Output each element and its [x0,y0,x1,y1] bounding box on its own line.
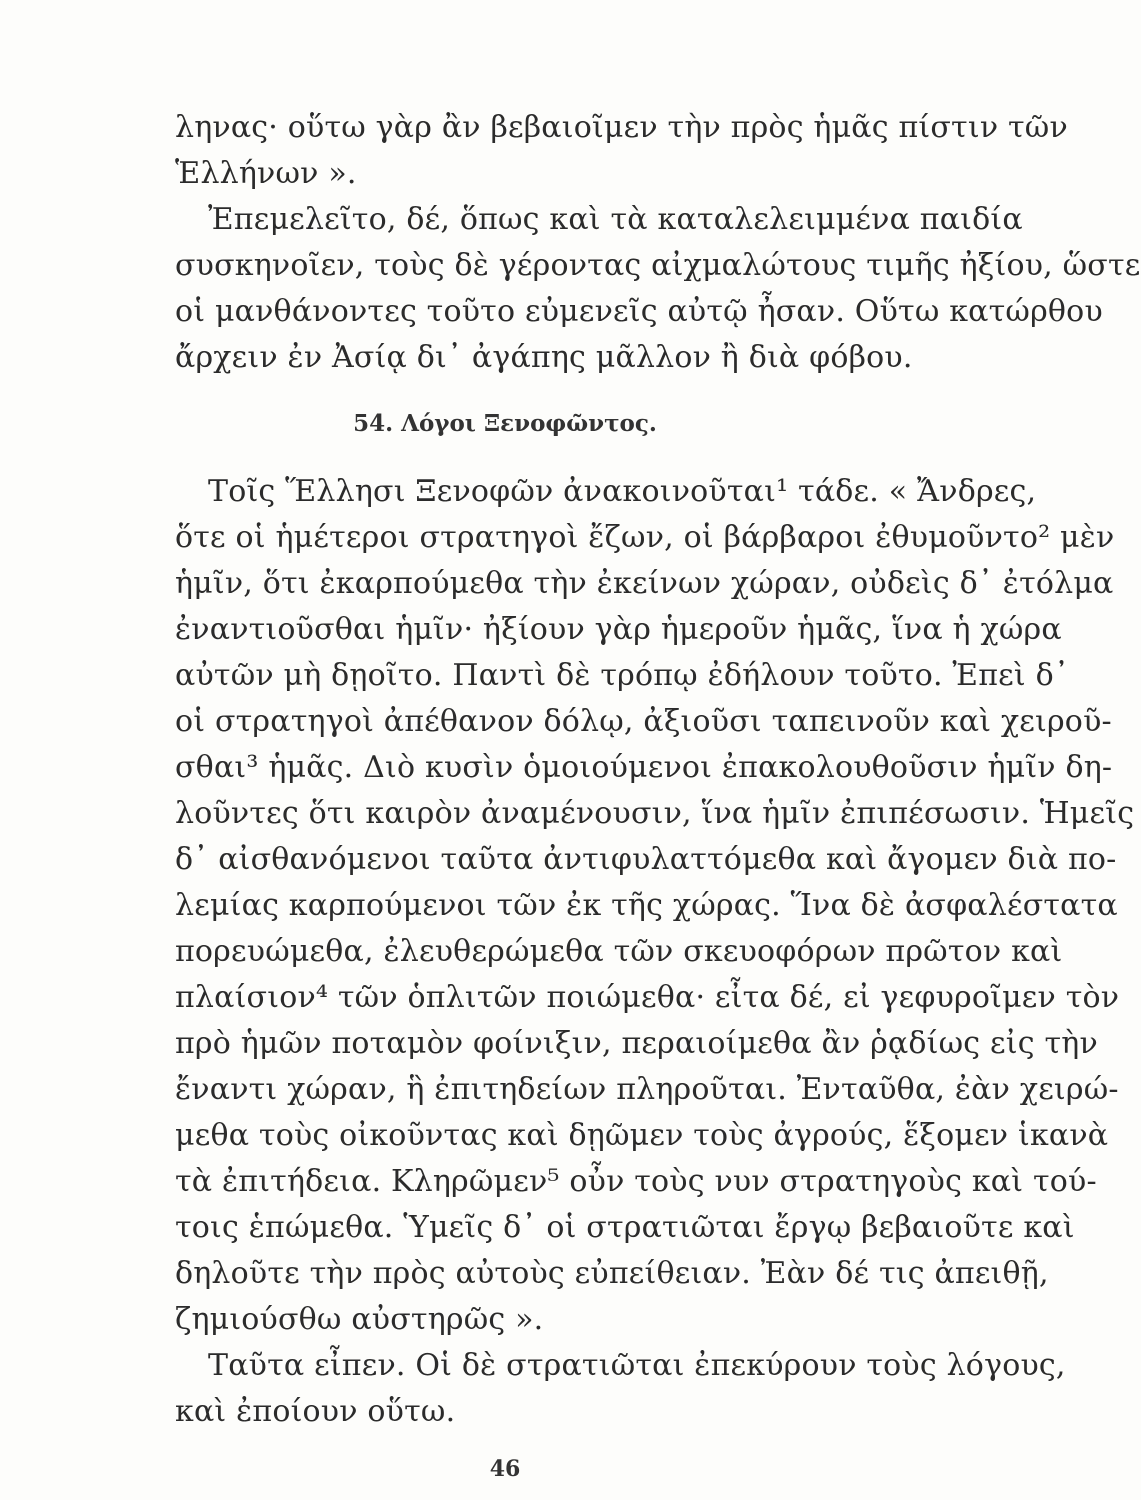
text-line: Ἑλλήνων ». [175,156,357,191]
text-line: ἔναντι χώραν, ἣ ἐπιτηδείων πληροῦται. Ἐνταῦθα, ἐὰν χειρώ- [175,1072,1119,1107]
text-line: πρὸ ἡμῶν ποταμὸν φοίνιξιν, περαιοίμεθα ἂν ῥᾳδίως εἰς τὴν [175,1026,1098,1061]
text-line: τὰ ἐπιτήδεια. Κληρῶμεν⁵ οὖν τοὺς νυν στρατηγοὺς καὶ τού- [175,1164,1097,1199]
text-line: Τοῖς Ἕλλησι Ξενοφῶν ἀνακοινοῦται¹ τάδε. « Ἄνδρες, [208,474,1037,509]
text-line: πορευώμεθα, ἐλευθερώμεθα τῶν σκευοφόρων πρῶτον καὶ [175,934,1063,969]
text-line: Ἐπεμελεῖτο, δέ, ὅπως καὶ τὰ καταλελειμμένα παιδία [208,202,1023,237]
section-heading: 54. Λόγοι Ξενοφῶντος. [353,410,657,437]
text-line: δ᾽ αἰσθανόμενοι ταῦτα ἀντιφυλαττόμεθα καὶ ἄγομεν διὰ πο- [175,842,1117,877]
text-line: σθαι³ ἡμᾶς. Διὸ κυσὶν ὁμοιούμενοι ἐπακολουθοῦσιν ἡμῖν δη- [175,750,1113,785]
text-line: οἱ μανθάνοντες τοῦτο εὐμενεῖς αὐτῷ ἦσαν. Οὕτω κατώρθου [175,294,1103,329]
text-line: τοις ἑπώμεθα. Ὑμεῖς δ᾽ οἱ στρατιῶται ἔργῳ βεβαιοῦτε καὶ [175,1210,1075,1245]
text-line: πλαίσιον⁴ τῶν ὁπλιτῶν ποιώμεθα· εἶτα δέ, εἰ γεφυροῖμεν τὸν [175,980,1120,1015]
text-line: αὐτῶν μὴ δῃοῖτο. Παντὶ δὲ τρόπῳ ἐδήλουν τοῦτο. Ἐπεὶ δ᾽ [175,658,1070,693]
text-line: μεθα τοὺς οἰκοῦντας καὶ δῃῶμεν τοὺς ἀγρούς, ἕξομεν ἱκανὰ [175,1118,1109,1153]
text-line: καὶ ἐποίουν οὕτω. [175,1394,456,1429]
text-line: Ταῦτα εἶπεν. Οἱ δὲ στρατιῶται ἐπεκύρουν τοὺς λόγους, [208,1348,1066,1383]
text-line: ἄρχειν ἐν Ἀσίᾳ δι᾽ ἀγάπης μᾶλλον ἢ διὰ φόβου. [175,340,913,375]
text-line: οἱ στρατηγοὶ ἀπέθανον δόλῳ, ἀξιοῦσι ταπεινοῦν καὶ χειροῦ- [175,704,1112,739]
text-line: συσκηνοῖεν, τοὺς δὲ γέροντας αἰχμαλώτους τιμῆς ἠξίου, ὥστε [175,248,1141,283]
text-line: ἐναντιοῦσθαι ἡμῖν· ἠξίουν γὰρ ἡμεροῦν ἡμᾶς, ἵνα ἡ χώρα [175,612,1062,647]
text-line: ζημιούσθω αὐστηρῶς ». [175,1302,544,1337]
text-line: λοῦντες ὅτι καιρὸν ἀναμένουσιν, ἵνα ἡμῖν ἐπιπέσωσιν. Ἡμεῖς [175,796,1135,831]
text-line: ἡμῖν, ὅτι ἐκαρπούμεθα τὴν ἐκείνων χώραν, οὐδεὶς δ᾽ ἐτόλμα [175,566,1114,601]
text-line: ὅτε οἱ ἡμέτεροι στρατηγοὶ ἔζων, οἱ βάρβαροι ἐθυμοῦντο² μὲν [175,520,1115,555]
text-line: δηλοῦτε τὴν πρὸς αὐτοὺς εὐπείθειαν. Ἐὰν δέ τις ἀπειθῇ, [175,1256,1049,1291]
text-line: λεμίας καρπούμενοι τῶν ἐκ τῆς χώρας. Ἵνα δὲ ἀσφαλέστατα [175,888,1118,923]
text-line: ληνας· οὕτω γὰρ ἂν βεβαιοῖμεν τὴν πρὸς ἡμᾶς πίστιν τῶν [175,110,1068,145]
page-number: 46 [489,1456,521,1482]
